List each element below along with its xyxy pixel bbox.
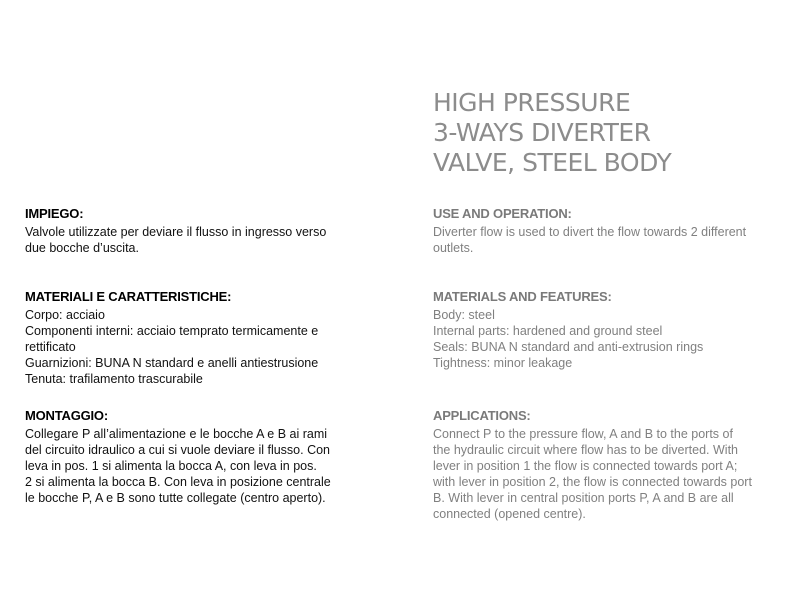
title-line: HIGH PRESSURE <box>433 88 631 117</box>
it-usage-heading: IMPIEGO: <box>25 206 84 221</box>
en-applications-section <box>433 408 793 522</box>
it-usage-section <box>25 206 395 256</box>
it-materials-line: Componenti interni: acciaio temprato termicamente e <box>25 324 319 338</box>
en-applications-line: Connect P to the pressure flow, A and B to the ports of <box>433 427 733 441</box>
en-usage-line: Diverter flow is used to divert the flow towards 2 different <box>433 225 747 239</box>
it-materials-line: Guarnizioni: BUNA N standard e anelli antiestrusione <box>25 356 319 370</box>
it-mounting-line: del circuito idraulico a cui si vuole deviare il flusso. Con <box>25 443 331 457</box>
en-usage-section <box>433 206 793 256</box>
title-line: VALVE, STEEL BODY <box>433 148 672 177</box>
it-usage-line: Valvole utilizzate per deviare il flusso in ingresso verso <box>25 225 327 239</box>
it-materials-line: Corpo: acciaio <box>25 308 105 322</box>
en-usage-heading: USE AND OPERATION: <box>433 206 572 221</box>
en-materials-line: Seals: BUNA N standard and anti-extrusion rings <box>433 340 704 354</box>
it-materials-heading: MATERIALI E CARATTERISTICHE: <box>25 289 232 304</box>
en-applications-line: the hydraulic circuit where flow has to be diverted. With <box>433 443 738 457</box>
product-title <box>433 88 793 178</box>
en-applications-line: with lever in position 2, the flow is connected towards port <box>433 475 752 489</box>
it-materials-line: rettificato <box>25 340 76 354</box>
en-materials-line: Body: steel <box>433 308 495 322</box>
en-materials-section <box>433 289 793 371</box>
it-mounting-line: 2 si alimenta la bocca B. Con leva in posizione centrale <box>25 475 331 489</box>
en-usage-line: outlets. <box>433 241 474 255</box>
en-applications-heading: APPLICATIONS: <box>433 408 531 423</box>
it-materials-section <box>25 289 395 387</box>
it-mounting-line: leva in pos. 1 si alimenta la bocca A, con leva in pos. <box>25 459 317 473</box>
title-line: 3-WAYS DIVERTER <box>433 118 651 147</box>
en-materials-line: Internal parts: hardened and ground steel <box>433 324 663 338</box>
it-mounting-section <box>25 408 395 506</box>
it-mounting-heading: MONTAGGIO: <box>25 408 108 423</box>
it-usage-line: due bocche d’uscita. <box>25 241 139 255</box>
en-applications-line: lever in position 1 the flow is connected towards port A; <box>433 459 738 473</box>
en-applications-line: connected (opened centre). <box>433 507 586 521</box>
it-materials-line: Tenuta: trafilamento trascurabile <box>25 372 203 386</box>
en-materials-heading: MATERIALS AND FEATURES: <box>433 289 612 304</box>
en-applications-line: B. With lever in central position ports P, A and B are all <box>433 491 734 505</box>
it-mounting-line: Collegare P all’alimentazione e le bocche A e B ai rami <box>25 427 328 441</box>
it-mounting-line: le bocche P, A e B sono tutte collegate (centro aperto). <box>25 491 326 505</box>
en-materials-line: Tightness: minor leakage <box>433 356 573 370</box>
